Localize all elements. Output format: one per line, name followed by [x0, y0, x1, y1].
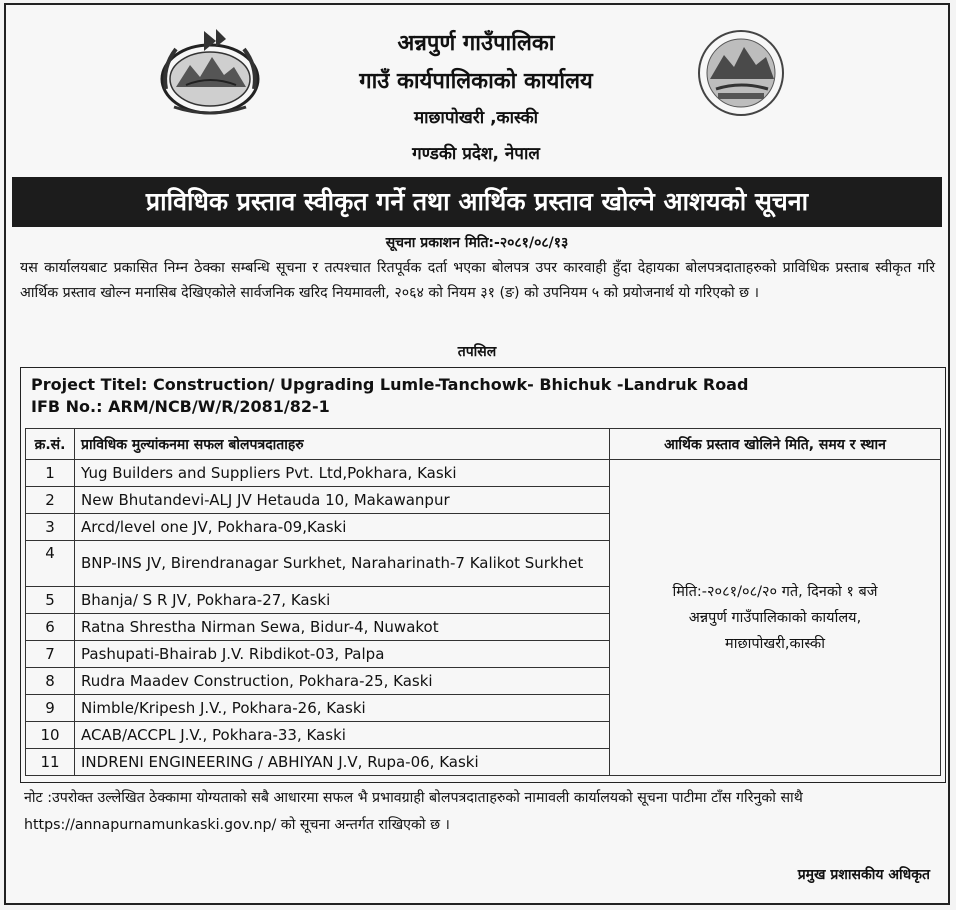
row-bidder: Yug Builders and Suppliers Pvt. Ltd,Pokhara, Kaski	[75, 460, 610, 487]
notice-page	[4, 3, 950, 905]
header-bidders: प्राविधिक मुल्यांकनमा सफल बोलपत्रदाताहरु	[75, 429, 610, 460]
row-sn: 3	[26, 514, 75, 541]
row-bidder: ACAB/ACCPL J.V., Pokhara-33, Kaski	[75, 722, 610, 749]
ifb-number: IFB No.: ARM/NCB/W/R/2081/82-1	[31, 397, 330, 416]
row-bidder: Ratna Shrestha Nirman Sewa, Bidur-4, Nuwakot	[75, 614, 610, 641]
row-sn: 1	[26, 460, 75, 487]
publish-date: सूचना प्रकाशन मिति:-२०८१/०८/१३	[385, 235, 569, 251]
table-row	[26, 460, 941, 487]
row-sn: 10	[26, 722, 75, 749]
row-bidder: Arcd/level one JV, Pokhara-09,Kaski	[75, 514, 610, 541]
row-bidder: INDRENI ENGINEERING / ABHIYAN J.V, Rupa-06, Kaski	[75, 749, 610, 776]
row-bidder: Nimble/Kripesh J.V., Pokhara-26, Kaski	[75, 695, 610, 722]
row-bidder: BNP-INS JV, Birendranagar Surkhet, Naraharinath-7 Kalikot Surkhet	[75, 541, 610, 587]
bidders-table	[25, 428, 941, 776]
notice-title-banner: प्राविधिक प्रस्ताव स्वीकृत गर्ने तथा आर्थिक प्रस्ताव खोल्ने आशयको सूचना	[12, 177, 942, 227]
row-sn: 4	[26, 541, 75, 587]
opening-office: अन्नपुर्ण गाउँपालिकाको कार्यालय,	[688, 609, 862, 626]
notice-header	[6, 5, 948, 175]
opening-location: माछापोखरी,कास्की	[725, 635, 825, 652]
municipality-logo-icon	[696, 27, 786, 119]
row-sn: 5	[26, 587, 75, 614]
header-opening: आर्थिक प्रस्ताव खोलिने मिति, समय र स्थान	[610, 429, 941, 460]
office-location: माछापोखरी ,कास्की	[413, 108, 539, 128]
row-sn: 9	[26, 695, 75, 722]
municipality-name: अन्नपुर्ण गाउँपालिका	[397, 31, 555, 56]
row-bidder: New Bhutandevi-ALJ JV Hetauda 10, Makawanpur	[75, 487, 610, 514]
project-box	[20, 367, 946, 783]
row-bidder: Rudra Maadev Construction, Pokhara-25, Kaski	[75, 668, 610, 695]
signature-title: प्रमुख प्रशासकीय अधिकृत	[797, 867, 930, 883]
project-info	[31, 374, 748, 418]
footer-note: नोट :उपरोक्त उल्लेखित ठेक्कामा योग्यताको सबै आधारमा सफल भै प्रभावग्राही बोलपत्रदाताहरुको नामावली कार्यालयको सूचना पाटीमा टाँस गरिनुको साथै https://annapurnamunkaski.gov.np/ को सूचना अन्तर्गत राखिएको छ ।	[24, 790, 803, 833]
opening-details	[610, 460, 941, 776]
details-heading: तपसिल	[457, 344, 497, 360]
row-sn: 7	[26, 641, 75, 668]
table-header-row	[26, 429, 941, 460]
row-bidder: Pashupati-Bhairab J.V. Ribdikot-03, Palpa	[75, 641, 610, 668]
row-sn: 11	[26, 749, 75, 776]
project-title: Project Titel: Construction/ Upgrading Lumle-Tanchowk- Bhichuk -Landruk Road	[31, 375, 749, 394]
row-bidder: Bhanja/ S R JV, Pokhara-27, Kaski	[75, 587, 610, 614]
intro-paragraph: यस कार्यालयबाट प्रकासित निम्न ठेक्का सम्बन्धि सूचना र तत्पश्चात रितपूर्वक दर्ता भएका बोलपत्र उपर कारवाही हुँदा देहायका बोलपत्रदाताहरुको प्राविधिक प्रस्ताब स्वीकृत गरि आर्थिक प्रस्ताव खोल्न मनासिब देखिएकोले सार्वजनिक खरिद नियमावली, २०६४ को नियम ३१ (ङ) को उपनियम ५ को प्रयोजनार्थ यो गरिएको छ ।	[20, 260, 935, 301]
row-sn: 6	[26, 614, 75, 641]
opening-date: मिति:-२०८१/०८/२० गते, दिनको १ बजे	[672, 583, 878, 600]
row-sn: 2	[26, 487, 75, 514]
row-sn: 8	[26, 668, 75, 695]
province-country: गण्डकी प्रदेश, नेपाल	[412, 144, 540, 164]
header-sn: क्र.सं.	[26, 429, 75, 460]
office-name: गाउँ कार्यपालिकाको कार्यालय	[359, 69, 593, 94]
